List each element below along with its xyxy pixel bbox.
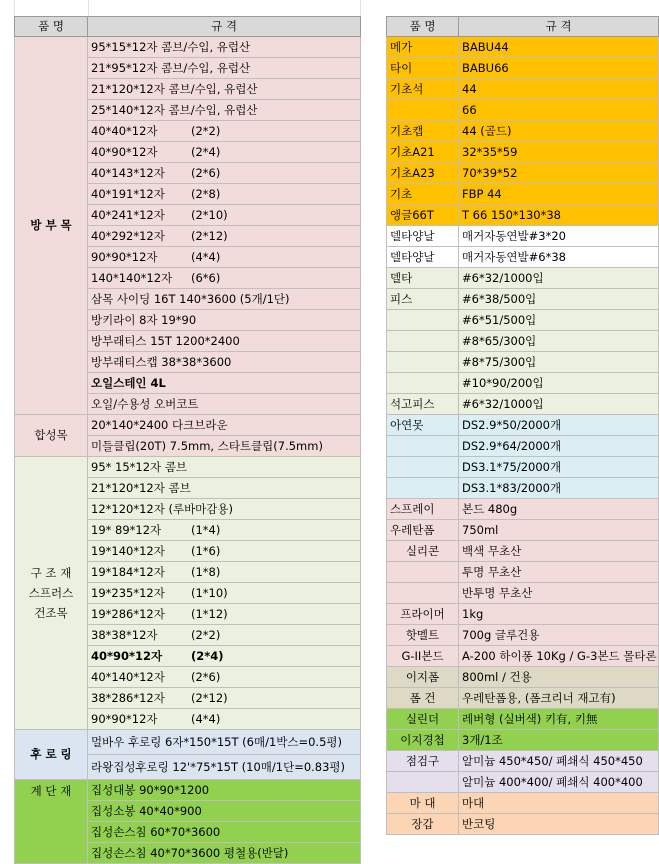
header-product-name: 품 명 (387, 17, 459, 37)
category-cell: 합성목 (15, 415, 88, 457)
spec-cell: #6*32/1000입 (459, 394, 659, 415)
spec-size: 19*184*12자 (91, 564, 165, 579)
table-row (387, 163, 659, 184)
spec-ratio: (2*6) (191, 165, 221, 180)
spec-cell (88, 709, 361, 730)
table-row (387, 352, 659, 373)
spec-size: 40*90*12자 (91, 648, 163, 663)
spec-ratio: (2*6) (191, 669, 221, 684)
spec-ratio: (2*4) (191, 144, 221, 159)
spec-cell (88, 163, 361, 184)
left-spec-table (14, 16, 361, 864)
spec-cell: 3개/1조 (459, 730, 659, 751)
spec-cell (88, 184, 361, 205)
spec-size: 140*140*12자 (91, 270, 173, 285)
spec-cell: 매거자동연발#3*20 (459, 226, 659, 247)
right-spec-table (386, 16, 659, 835)
spec-ratio: (2*12) (191, 228, 228, 243)
product-name-cell: 폼 건 (387, 688, 459, 709)
table-row (15, 730, 361, 755)
table-row (15, 37, 361, 58)
spec-cell: 알미늄 450*450/ 폐쇄식 450*450 (459, 751, 659, 772)
product-name-cell (387, 310, 459, 331)
spec-cell: #8*65/300입 (459, 331, 659, 352)
table-row (387, 583, 659, 604)
table-row (387, 310, 659, 331)
spec-ratio: (4*4) (191, 711, 221, 726)
table-row (387, 499, 659, 520)
spec-cell: 12*120*12자 (루바마감용) (88, 499, 361, 520)
spec-ratio: (2*2) (191, 123, 221, 138)
table-row (387, 604, 659, 625)
table-row (387, 436, 659, 457)
product-name-cell: 실린더 (387, 709, 459, 730)
spec-size: 19* 89*12자 (91, 522, 162, 537)
spec-cell (88, 562, 361, 583)
spec-ratio: (1*8) (191, 564, 221, 579)
spec-cell: 투명 무초산 (459, 562, 659, 583)
spec-cell: 백색 무초산 (459, 541, 659, 562)
product-name-cell: 마 대 (387, 793, 459, 814)
spec-cell: 21*120*12자 콤브 (88, 478, 361, 499)
spec-cell: 반투명 무초산 (459, 583, 659, 604)
spec-cell (88, 268, 361, 289)
spec-ratio: (2*12) (191, 690, 228, 705)
spec-size: 19*235*12자 (91, 585, 165, 600)
spec-size: 40*90*12자 (91, 144, 158, 159)
table-row (387, 415, 659, 436)
table-row (387, 268, 659, 289)
product-name-cell (387, 352, 459, 373)
spec-cell (88, 625, 361, 646)
spec-cell: 레버형 (실버색) 키有, 키無 (459, 709, 659, 730)
spec-cell: #10*90/200입 (459, 373, 659, 394)
product-name-cell: 앵글66T (387, 205, 459, 226)
spec-cell: #6*32/1000입 (459, 268, 659, 289)
product-name-cell (387, 373, 459, 394)
table-row (387, 121, 659, 142)
product-name-cell: 실리콘 (387, 541, 459, 562)
spec-cell: #6*51/500입 (459, 310, 659, 331)
spec-cell (88, 205, 361, 226)
table-row (387, 394, 659, 415)
spec-cell: 21*95*12자 콤브/수입, 유럽산 (88, 58, 361, 79)
table-row (387, 667, 659, 688)
table-row (387, 37, 659, 58)
spec-cell: 집성손스침 60*70*3600 (88, 822, 361, 843)
table-row (387, 100, 659, 121)
product-name-cell: G-II본드 (387, 646, 459, 667)
table-row (387, 184, 659, 205)
product-name-cell: 핫멜트 (387, 625, 459, 646)
spec-cell: 방부래티스캡 38*38*3600 (88, 352, 361, 373)
product-name-cell: 이지폼 (387, 667, 459, 688)
product-name-cell: 점검구 (387, 751, 459, 772)
table-row (387, 478, 659, 499)
spec-size: 19*140*12자 (91, 543, 165, 558)
table-row (387, 646, 659, 667)
product-name-cell: 메가 (387, 37, 459, 58)
spec-cell: 라왕집성후로링 12'*75*15T (10매/1단=0.83평) (88, 755, 361, 780)
product-name-cell (387, 457, 459, 478)
header-spec: 규 격 (88, 17, 361, 37)
spec-ratio: (1*10) (191, 585, 228, 600)
table-row (387, 520, 659, 541)
spec-cell: 800ml / 건용 (459, 667, 659, 688)
spec-cell: 오일스테인 4L (88, 373, 361, 394)
spec-size: 38*38*12자 (91, 627, 158, 642)
product-name-cell (387, 331, 459, 352)
spec-cell: 방키라이 8자 19*90 (88, 310, 361, 331)
spec-cell: 32*35*59 (459, 142, 659, 163)
product-name-cell (387, 772, 459, 793)
header-spec: 규 격 (459, 17, 659, 37)
spec-cell: 알미늄 400*400/ 폐쇄식 400*400 (459, 772, 659, 793)
spec-cell: 우레탄폼용, (폼크리너 재고有) (459, 688, 659, 709)
product-name-cell: 델타 (387, 268, 459, 289)
spec-cell: BABU66 (459, 58, 659, 79)
spec-cell: 700g 글루건용 (459, 625, 659, 646)
product-name-cell (387, 562, 459, 583)
table-row (387, 457, 659, 478)
product-name-cell: 우레탄폼 (387, 520, 459, 541)
spec-ratio: (2*4) (191, 648, 224, 663)
spec-cell (88, 226, 361, 247)
table-row (15, 457, 361, 478)
spec-cell: 95* 15*12자 콤브 (88, 457, 361, 478)
spec-cell (88, 142, 361, 163)
spec-cell: BABU44 (459, 37, 659, 58)
table-row (387, 373, 659, 394)
table-row (387, 289, 659, 310)
spec-cell: 21*120*12자 콤브/수입, 유럽산 (88, 79, 361, 100)
spec-cell: 삼목 사이딩 16T 140*3600 (5개/1단) (88, 289, 361, 310)
spec-cell: 오일/수용성 오버코트 (88, 394, 361, 415)
spec-cell: 멀바우 후로링 6자*150*15T (6매/1박스=0.5평) (88, 730, 361, 755)
right-table-body (387, 37, 659, 835)
header-product-name: 품 명 (15, 17, 88, 37)
spec-cell (88, 688, 361, 709)
spec-cell: 44 (459, 79, 659, 100)
product-name-cell: 기초 (387, 184, 459, 205)
spec-cell: 집성손스침 40*70*3600 평철용(반달) (88, 843, 361, 864)
table-row (387, 541, 659, 562)
spec-size: 19*286*12자 (91, 606, 165, 621)
spec-cell (88, 247, 361, 268)
spec-size: 38*286*12자 (91, 690, 165, 705)
table-row (387, 247, 659, 268)
product-name-cell: 피스 (387, 289, 459, 310)
spec-ratio: (2*8) (191, 186, 221, 201)
table-row (387, 730, 659, 751)
spec-cell: 70*39*52 (459, 163, 659, 184)
spec-cell: 방부래티스 15T 1200*2400 (88, 331, 361, 352)
spec-cell: 25*140*12자 콤브/수입, 유럽산 (88, 100, 361, 121)
product-name-cell (387, 583, 459, 604)
spec-size: 90*90*12자 (91, 711, 158, 726)
spec-cell: DS3.1*83/2000개 (459, 478, 659, 499)
spec-size: 40*292*12자 (91, 228, 165, 243)
spec-cell: 집성소봉 40*40*900 (88, 801, 361, 822)
table-row (387, 331, 659, 352)
spec-cell: DS2.9*64/2000개 (459, 436, 659, 457)
spec-ratio: (1*4) (191, 522, 221, 537)
spec-ratio: (1*6) (191, 543, 221, 558)
spec-cell: 미들클립(20T) 7.5mm, 스타트클립(7.5mm) (88, 436, 361, 457)
product-name-cell: 델타양날 (387, 247, 459, 268)
category-cell: 후 로 링 (15, 730, 88, 780)
table-row (387, 709, 659, 730)
product-name-cell (387, 100, 459, 121)
table-row (387, 793, 659, 814)
table-row (387, 142, 659, 163)
spec-cell (88, 520, 361, 541)
spec-cell: 매거자동연발#6*38 (459, 247, 659, 268)
product-name-cell (387, 478, 459, 499)
table-header-row (15, 17, 361, 37)
table-row (387, 625, 659, 646)
table-row (387, 814, 659, 835)
table-row (387, 79, 659, 100)
spec-cell (88, 541, 361, 562)
spec-cell: FBP 44 (459, 184, 659, 205)
spec-cell: 반코팅 (459, 814, 659, 835)
spec-ratio: (1*12) (191, 606, 228, 621)
table-row (387, 772, 659, 793)
spec-size: 40*241*12자 (91, 207, 165, 222)
spec-cell: 66 (459, 100, 659, 121)
category-cell: 방 부 목 (15, 37, 88, 415)
product-name-cell: 스프레이 (387, 499, 459, 520)
spec-cell: 95*15*12자 콤브/수입, 유럽산 (88, 37, 361, 58)
table-header-row (387, 17, 659, 37)
product-name-cell: 델타양날 (387, 226, 459, 247)
spec-cell: DS3.1*75/2000개 (459, 457, 659, 478)
spec-cell: 44 (골드) (459, 121, 659, 142)
table-row (387, 205, 659, 226)
product-name-cell: 기초석 (387, 79, 459, 100)
spec-cell (88, 583, 361, 604)
spec-cell: 마대 (459, 793, 659, 814)
spec-cell: A-200 하이퐁 10Kg / G-3본드 몰타론 (459, 646, 659, 667)
product-name-cell (387, 436, 459, 457)
spec-cell (88, 604, 361, 625)
spec-cell (88, 646, 361, 667)
spec-ratio: (2*2) (191, 627, 221, 642)
category-cell: 계 단 재 (15, 780, 88, 864)
spec-cell: 본드 480g (459, 499, 659, 520)
spec-cell: 20*140*2400 다크브라운 (88, 415, 361, 436)
spec-size: 40*143*12자 (91, 165, 165, 180)
product-name-cell: 타이 (387, 58, 459, 79)
spec-cell: #8*75/300입 (459, 352, 659, 373)
table-row (387, 562, 659, 583)
spec-size: 40*140*12자 (91, 669, 165, 684)
product-name-cell: 기초A23 (387, 163, 459, 184)
product-name-cell: 이지경첩 (387, 730, 459, 751)
table-row (387, 58, 659, 79)
spec-size: 40*40*12자 (91, 123, 158, 138)
spec-cell: 집성대봉 90*90*1200 (88, 780, 361, 801)
spec-ratio: (6*6) (191, 270, 221, 285)
product-name-cell: 기초A21 (387, 142, 459, 163)
spec-cell: DS2.9*50/2000개 (459, 415, 659, 436)
table-row (387, 751, 659, 772)
product-name-cell: 장갑 (387, 814, 459, 835)
product-name-cell: 석고피스 (387, 394, 459, 415)
product-name-cell: 프라이머 (387, 604, 459, 625)
spec-ratio: (4*4) (191, 249, 221, 264)
spec-ratio: (2*10) (191, 207, 228, 222)
spec-cell (88, 667, 361, 688)
product-name-cell: 기초캡 (387, 121, 459, 142)
spec-cell: 750ml (459, 520, 659, 541)
category-cell: 구 조 재 스프러스 건조목 (15, 457, 88, 730)
spec-cell: #6*38/500입 (459, 289, 659, 310)
table-row (387, 226, 659, 247)
spec-size: 40*191*12자 (91, 186, 165, 201)
product-name-cell: 아연못 (387, 415, 459, 436)
spec-cell: T 66 150*130*38 (459, 205, 659, 226)
spec-size: 90*90*12자 (91, 249, 158, 264)
spec-cell (88, 121, 361, 142)
spec-cell: 1kg (459, 604, 659, 625)
table-row (387, 688, 659, 709)
table-row (15, 415, 361, 436)
table-row (15, 780, 361, 801)
